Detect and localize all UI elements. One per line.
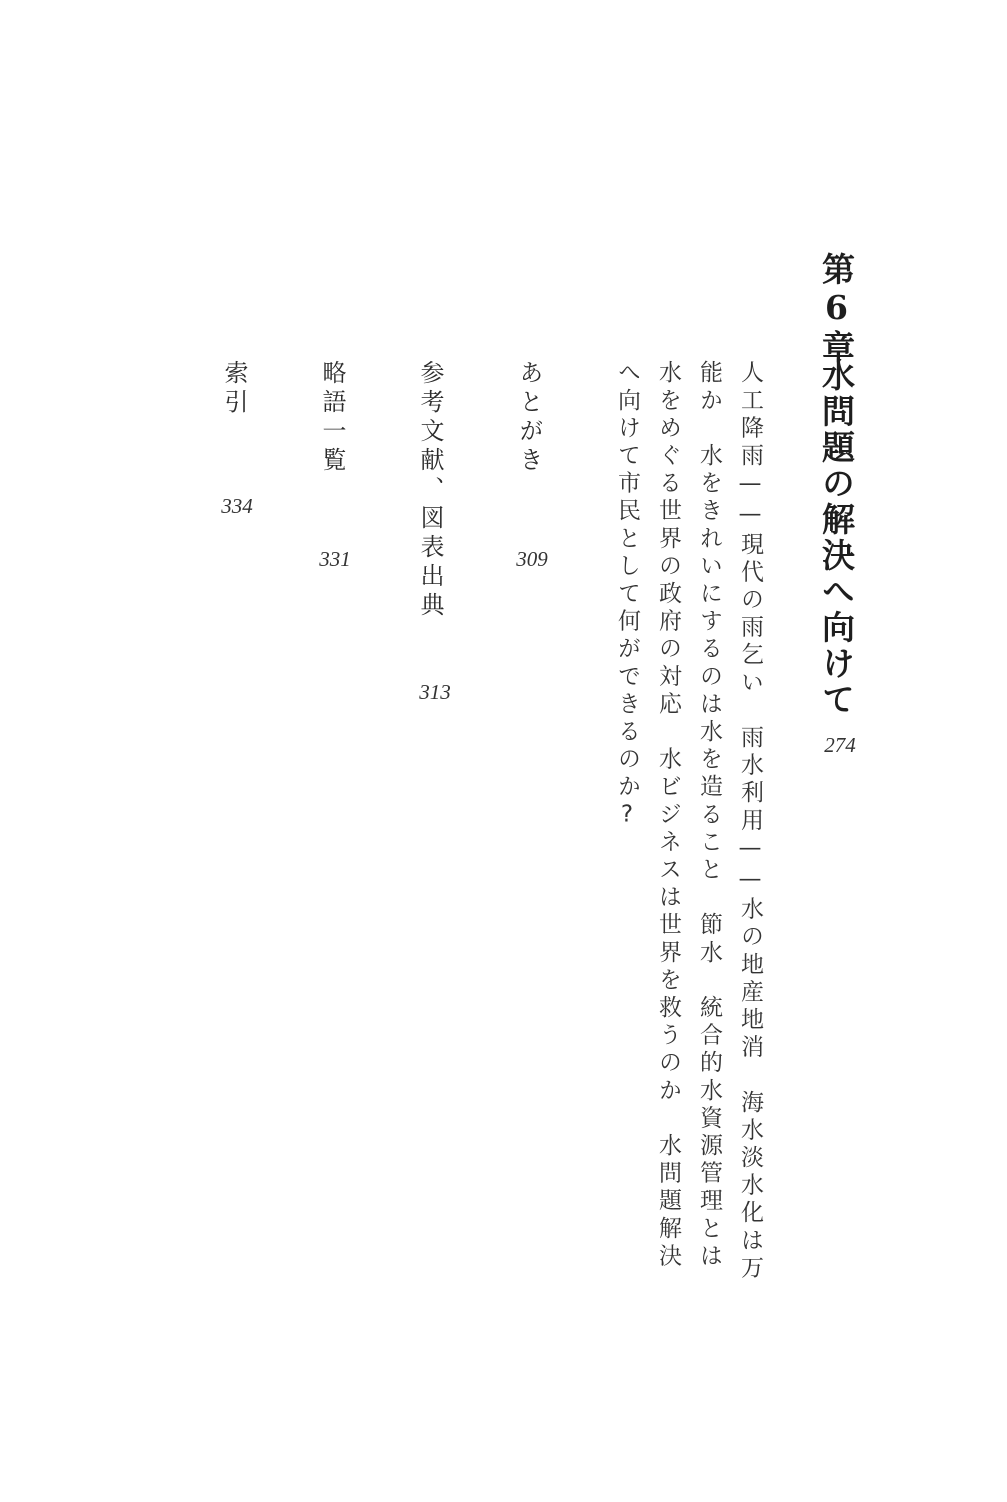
chapter-description-line: へ向けて市民として何ができるのか? xyxy=(614,360,640,833)
chapter-description-line: 能か 水をきれいにするのは水を造ること 節水 統合的水資源管理とは xyxy=(696,360,722,1271)
toc-entry-abbreviations: 略語一覧 xyxy=(318,360,346,476)
chapter-description-line: 人工降雨——現代の雨乞い 雨水利用——水の地産地消 海水淡水化は万 xyxy=(737,360,763,1283)
chapter-title: 水問題の解決へ向けて xyxy=(817,358,856,718)
chapter-label: 第6章 xyxy=(817,252,856,366)
toc-entry-index: 索引 xyxy=(220,360,248,418)
chapter-page-number: 274 xyxy=(824,733,856,757)
chapter-description-line: 水をめぐる世界の政府の対応 水ビジネスは世界を救うのか 水問題解決 xyxy=(655,360,681,1271)
toc-entry-afterword: あとがき xyxy=(515,360,543,476)
toc-entry-references-page: 313 xyxy=(419,680,451,704)
toc-entry-index-page: 334 xyxy=(221,494,253,518)
toc-entry-references: 参考文献、図表出典 xyxy=(416,360,444,621)
toc-entry-afterword-page: 309 xyxy=(516,547,548,571)
toc-entry-abbreviations-page: 331 xyxy=(319,547,351,571)
